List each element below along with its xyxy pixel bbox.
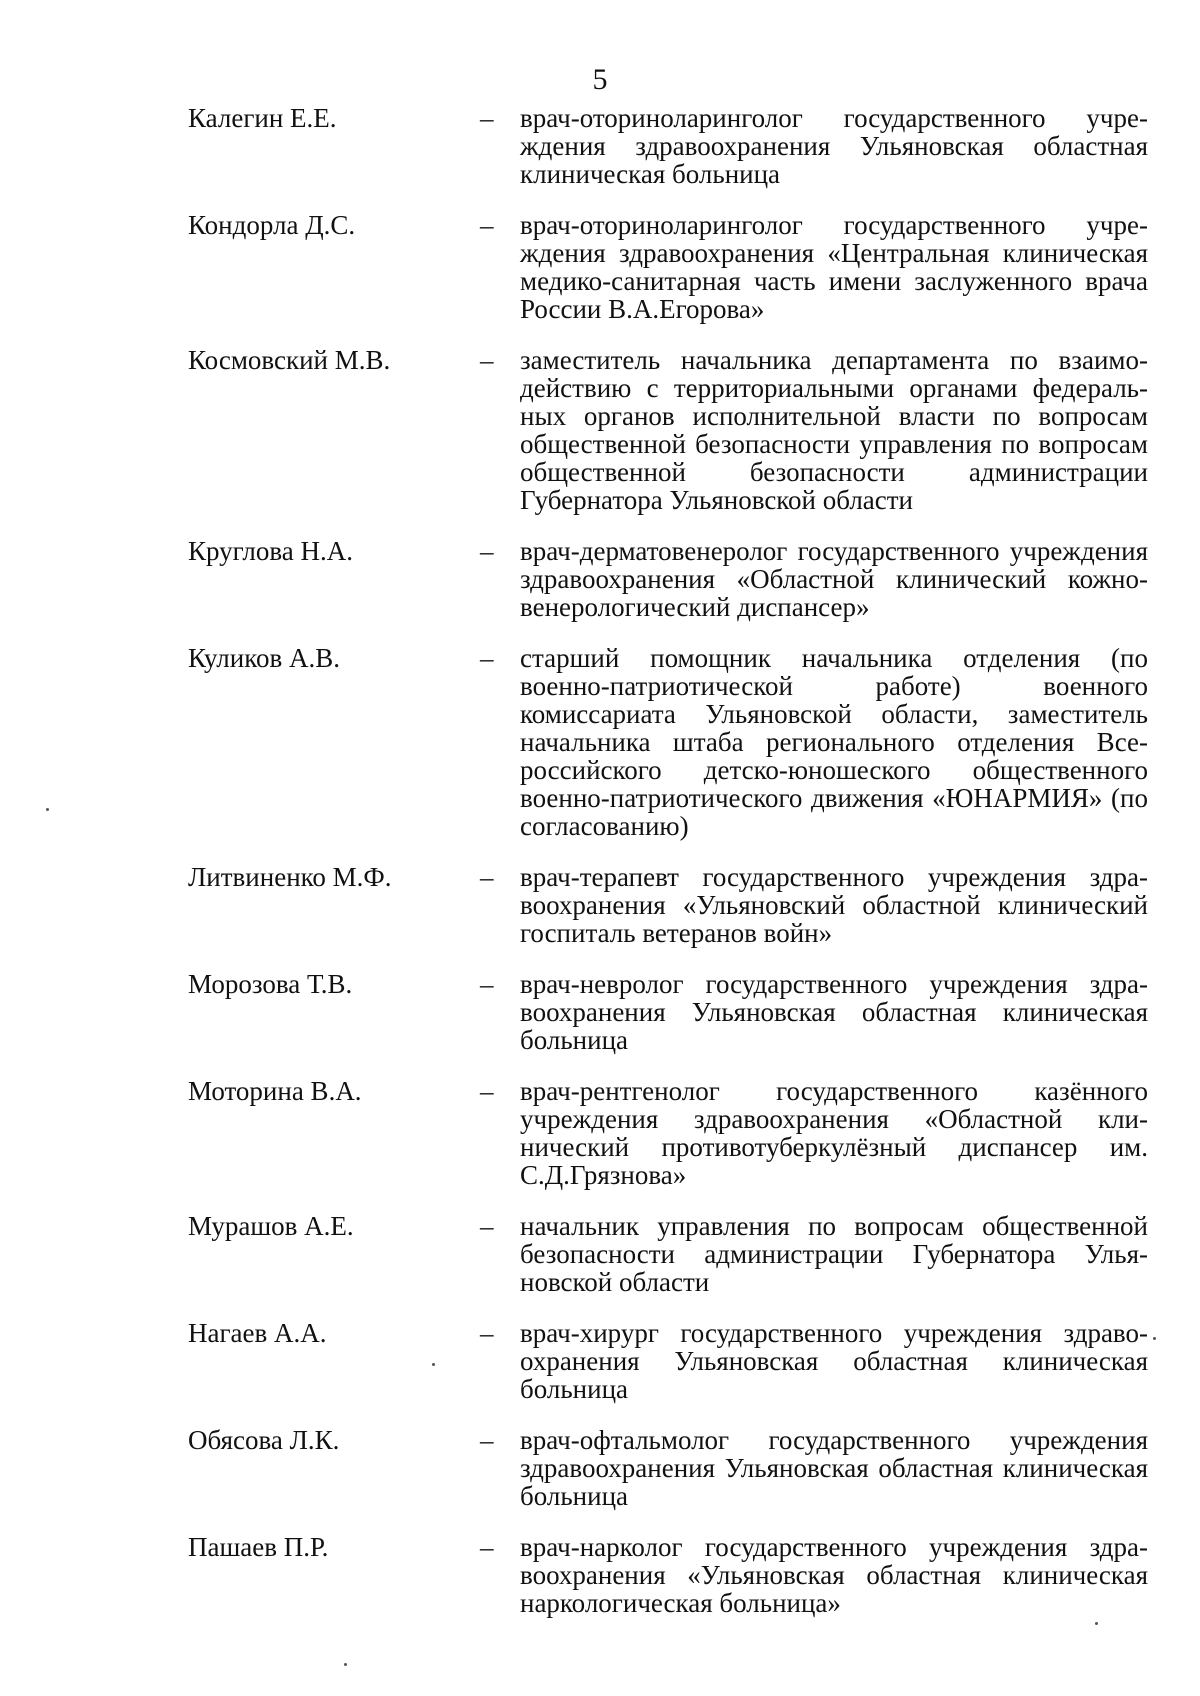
member-name: Космовский М.В. xyxy=(188,345,391,375)
member-position: заместитель начальника департамента по взаимодействию с территориальными органами федеральных органов исполнительной власти по вопросам общественной безопасности управления по вопросам общественной безопасности администрации Губернатора Ульяновской области xyxy=(520,345,1148,515)
member-name: Нагаев А.А. xyxy=(188,1318,327,1348)
member-name: Круглова Н.А. xyxy=(188,536,353,566)
member-position: начальник управления по вопросам общественной безопасности администрации Губернатора Ульяновской области xyxy=(520,1211,1148,1297)
dash-separator: – xyxy=(480,536,494,566)
member-name: Моторина В.А. xyxy=(188,1076,362,1106)
dash-separator: – xyxy=(480,643,494,673)
scan-speck xyxy=(1153,1337,1156,1340)
dash-separator: – xyxy=(480,345,494,375)
list-item xyxy=(0,863,1200,947)
scan-speck xyxy=(46,808,49,811)
dash-separator: – xyxy=(480,103,494,133)
member-name: Обясова Л.К. xyxy=(188,1425,340,1455)
member-position: врач-оториноларинголог государственного учреждения здравоохранения «Центральная клиническая медико-санитарная часть имени заслуженного врача России В.А.Егорова» xyxy=(520,210,1148,324)
scan-speck xyxy=(432,1363,435,1366)
member-position: врач-терапевт государственного учреждения здравоохранения «Ульяновский областной клинический госпиталь ветеранов войн» xyxy=(520,862,1148,948)
member-position: врач-дерматовенеролог государственного учреждения здравоохранения «Областной клинический кожно-венерологический диспансер» xyxy=(520,536,1148,622)
member-position: врач-рентгенолог государственного казённого учреждения здравоохранения «Областной клинический противотуберкулёзный диспансер им. С.Д.Грязнова» xyxy=(520,1076,1148,1190)
member-position: врач-невролог государственного учреждения здравоохранения Ульяновская областная клиническая больница xyxy=(520,969,1148,1055)
list-item xyxy=(0,1212,1200,1296)
member-name: Пашаев П.Р. xyxy=(188,1532,329,1562)
list-item xyxy=(0,537,1200,621)
dash-separator: – xyxy=(480,1425,494,1455)
member-position: врач-оториноларинголог государственного учреждения здравоохранения Ульяновская областная клиническая больница xyxy=(520,103,1148,189)
list-item xyxy=(0,1533,1200,1617)
member-name: Куликов А.В. xyxy=(188,643,340,673)
list-item xyxy=(0,1077,1200,1189)
dash-separator: – xyxy=(480,1318,494,1348)
member-position: врач-нарколог государственного учреждения здравоохранения «Ульяновская областная клиническая наркологическая больница» xyxy=(520,1532,1148,1618)
member-name: Литвиненко М.Ф. xyxy=(188,862,392,892)
dash-separator: – xyxy=(480,1211,494,1241)
dash-separator: – xyxy=(480,969,494,999)
member-list xyxy=(0,104,1200,1640)
list-item xyxy=(0,104,1200,188)
scan-speck xyxy=(344,1663,347,1666)
list-item xyxy=(0,1319,1200,1403)
dash-separator: – xyxy=(480,862,494,892)
list-item xyxy=(0,970,1200,1054)
member-position: врач-офтальмолог государственного учреждения здравоохранения Ульяновская областная клиническая больница xyxy=(520,1425,1148,1511)
member-name: Калегин Е.Е. xyxy=(188,103,337,133)
dash-separator: – xyxy=(480,1076,494,1106)
page-number: 5 xyxy=(592,63,608,96)
list-item xyxy=(0,644,1200,840)
list-item xyxy=(0,211,1200,323)
list-item xyxy=(0,1426,1200,1510)
member-position: старший помощник начальника отделения (по военно-патриотической работе) военного комиссариата Ульяновской области, заместитель начальника штаба регионального отделения Всероссийского детско-юношеского общественного военно-патриотического движения «ЮНАРМИЯ» (по согласованию) xyxy=(520,643,1148,841)
list-item xyxy=(0,346,1200,514)
member-name: Кондорла Д.С. xyxy=(188,210,356,240)
dash-separator: – xyxy=(480,1532,494,1562)
member-name: Морозова Т.В. xyxy=(188,969,353,999)
dash-separator: – xyxy=(480,210,494,240)
member-position: врач-хирург государственного учреждения здравоохранения Ульяновская областная клиническая больница xyxy=(520,1318,1148,1404)
scan-speck xyxy=(1095,1622,1098,1625)
member-name: Мурашов А.Е. xyxy=(188,1211,354,1241)
